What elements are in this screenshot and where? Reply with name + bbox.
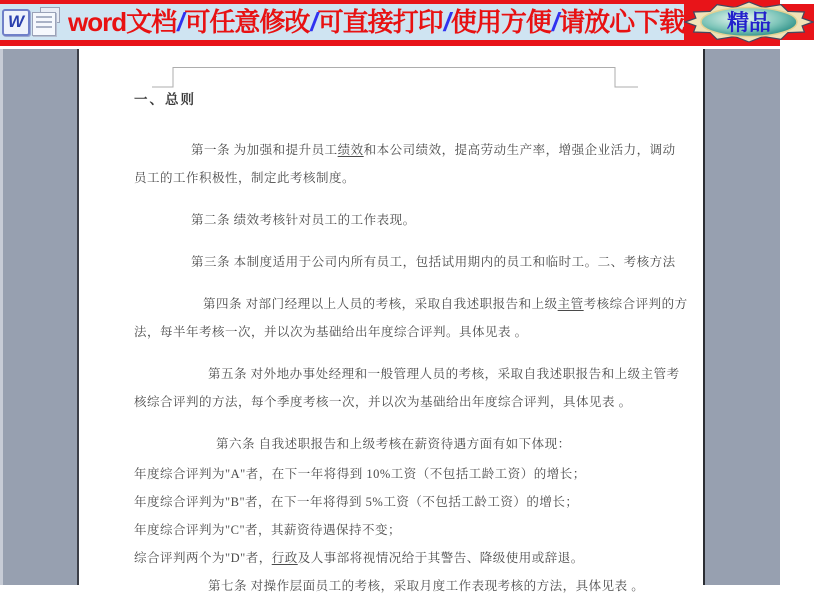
workspace-left-margin (0, 49, 79, 585)
document-content (134, 92, 691, 600)
document-line: 第四条 对部门经理以上人员的考核，采取自我述职报告和上级主管考核综合评判的方 (203, 297, 688, 311)
document-line: 年度综合评判为"A"者，在下一年将得到 10%工资（不包括工龄工资）的增长； (134, 467, 586, 481)
document-page (81, 46, 701, 593)
document-line: 年度综合评判为"B"者，在下一年将得到 5%工资（不包括工龄工资）的增长； (134, 495, 579, 509)
document-line: 员工的工作积极性，制定此考核制度。 (134, 171, 356, 185)
banner-separator: / (310, 7, 317, 37)
word-logo-icon (2, 9, 30, 36)
banner-separator: / (177, 7, 184, 37)
banner-phrase: 可任意修改 (184, 7, 310, 37)
banner-phrase: 可直接打印 (317, 7, 443, 37)
word-logo-letter: W (7, 12, 25, 31)
banner-phrase: word文档 (68, 7, 177, 37)
quality-seal-icon (684, 1, 814, 43)
document-line: 综合评判两个为"D"者，行政及人事部将视情况给于其警告、降级使用或辞退。 (134, 551, 584, 565)
document-line: 第七条 对操作层面员工的考核，采取月度工作表现考核的方法，具体见表 。 (208, 579, 645, 593)
document-line: 核综合评判的方法，每个季度考核一次，并以次为基础给出年度综合评判，具体见表 。 (134, 395, 632, 409)
quality-badge-zone (684, 4, 814, 40)
document-line: 第三条 本制度适用于公司内所有员工，包括试用期内的员工和临时工。二、考核方法 (191, 255, 676, 269)
section-heading: 一、总则 (134, 92, 196, 107)
document-line: 第二条 绩效考核针对员工的工作表现。 (191, 213, 416, 227)
banner-phrase: 请放心下载 (559, 7, 685, 37)
banner-phrase: 使用方便 (450, 7, 551, 37)
text-boundary-marks-icon (152, 67, 638, 88)
document-line: 法，每半年考核一次，并以次为基础给出年度综合评判。具体见表 。 (134, 325, 528, 339)
badge-label: 精品 (727, 10, 772, 35)
document-line: 年度综合评判为"C"者，其薪资待遇保持不变； (134, 523, 402, 537)
promo-banner (0, 0, 780, 46)
banner-headline (68, 4, 684, 40)
document-line: 第一条 为加强和提升员工绩效和本公司绩效，提高劳动生产率，增强企业活力，调动 (191, 143, 676, 157)
document-body (134, 136, 691, 600)
document-line: 第六条 自我述职报告和上级考核在薪资待遇方面有如下体现： (216, 437, 571, 451)
workspace-right-margin (703, 49, 780, 585)
banner-separator: / (443, 7, 450, 37)
document-viewer (0, 46, 780, 593)
document-line: 第五条 对外地办事处经理和一般管理人员的考核，采取自我述职报告和上级主管考 (208, 367, 680, 381)
banner-separator: / (551, 7, 559, 37)
banner-strip (0, 4, 780, 40)
document-stack-icon (32, 7, 62, 37)
